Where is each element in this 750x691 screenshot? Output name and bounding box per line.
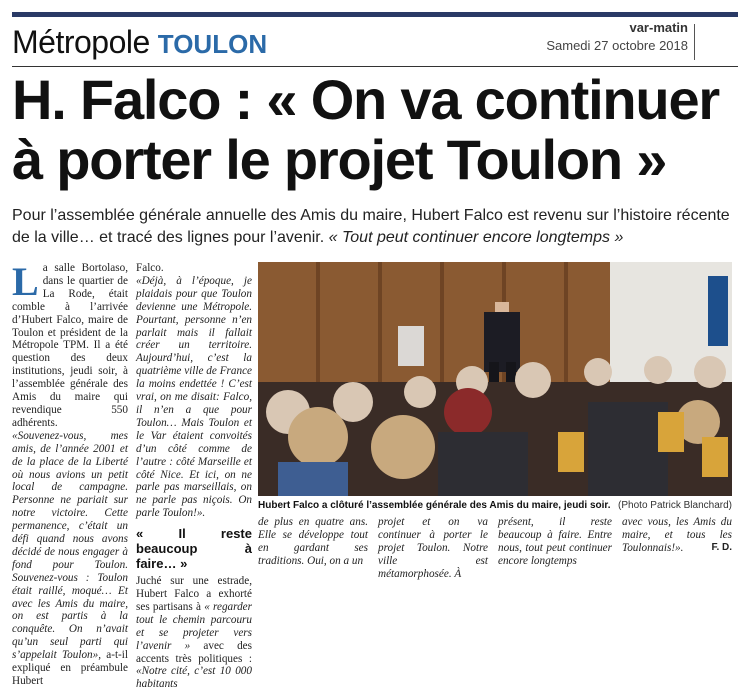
paragraph-intro (12, 259, 128, 430)
lead-paragraph (12, 205, 742, 249)
estrade-quote: « regarder tout le chemin parcouru et se projeter vers l’avenir » (136, 600, 252, 652)
bottom-column-1: de plus en quatre ans. Elle se développe tout en gardant ses traditions. Oui, on a un (258, 516, 368, 567)
paragraph-estrade (136, 575, 252, 691)
publication-date: Samedi 27 octobre 2018 (546, 38, 688, 53)
header-rule (12, 12, 738, 17)
headline-line-1: H. Falco : « On va continuer (12, 68, 719, 131)
bottom-column-2: projet et on va continuer à porter le projet Toulon. Notre ville est métamorphosée. À (378, 516, 488, 580)
estrade-quote-2: «Notre cité, c’est 10 000 habitants (136, 665, 252, 691)
article-column-1 (12, 259, 128, 688)
author-signature: F. D. (711, 541, 732, 553)
paragraph-quote (12, 430, 128, 688)
estrade-text: Juché sur une estrade, Hubert Falco a exhorté ses partisans à (136, 575, 252, 613)
photo-caption (258, 499, 732, 512)
lead-text: Pour l’assemblée générale annuelle des Amis du maire, Hubert Falco est revenu sur l’histoire récente de la ville… et tracé des lignes pour l’avenir. (12, 207, 730, 246)
section-name: Métropole (12, 23, 150, 60)
paragraph-name: Falco. (136, 262, 164, 274)
headline (12, 70, 742, 190)
intro-text: a salle Bortolaso, dans le quartier de La Rode, était comble à l’arrivée d’Hubert Falco, maire de Toulon et président de la Métropole TPM. Il a été question des deux institutions, jeudi soir, à l’assemblée générale des Amis du maire qui revendique 550 adhérents. (12, 262, 128, 429)
bottom-column-4 (622, 516, 732, 555)
photo-credit: (Photo Patrick Blanchard) (618, 500, 732, 511)
paper-name: var-matin (629, 20, 688, 35)
bottom-column-3: présent, il reste beaucoup à faire. Entre nous, tout peut continuer encore longtemps (498, 516, 612, 567)
subheading: « Il reste beaucoup à faire… » (136, 526, 252, 572)
caption-text: Hubert Falco a clôturé l’assemblée générale des Amis du maire, jeudi soir. (258, 500, 611, 511)
drop-cap: L (12, 259, 39, 304)
closing-quote: avec vous, les Amis du maire, et tous les Toulonnais!». (622, 516, 732, 554)
quote-text: «Souvenez-vous, mes amis, de l’année 2001 et de la place de la Liberté où nous avions un petit local de campagne. Personne ne pariait sur notre victoire. Cette permanence, c’était un défi quand nous avons décidé de nous engager à fond pour Toulon. Souvenez-vous : Toulon était raillé, moqué… Et avec les Amis du maire, on est partis à la conquête. On n’avait qu’un seul parti qui s’appelait Toulon», (12, 429, 128, 662)
section-header (12, 20, 267, 64)
header-divider (694, 24, 695, 60)
estrade-text-2: avec des accents très politiques : (136, 639, 252, 665)
photo-illustration (258, 262, 732, 496)
headline-line-2: à porter le projet Toulon » (12, 128, 667, 191)
quote-tail: a-t-il expliqué en préambule Hubert (12, 649, 128, 687)
paragraph-metropole-quote: «Déjà, à l’époque, je plaidais pour que Toulon devienne une Métropole. Pourtant, personne n’en parlait mais il fallait créer un territoire. Aujourd’hui, c’est la quatrième ville de France la moins endettée ! C’est vrai, on me disait: Falco, il n’en a que pour Toulon… Mais Toulon et le Var étaient convoités d’un côté comme de l’autre : côté Marseille et côté Nice. Et ici, on ne parle pas marseillais, on ne parle pas niçois. On parle Toulon!». (136, 274, 252, 520)
section-city: TOULON (157, 28, 268, 59)
publication-info (546, 20, 688, 53)
article-column-2 (136, 262, 252, 691)
lead-quote: « Tout peut continuer encore longtemps » (328, 229, 624, 246)
header-underline (12, 66, 738, 67)
article-photo (258, 262, 732, 496)
